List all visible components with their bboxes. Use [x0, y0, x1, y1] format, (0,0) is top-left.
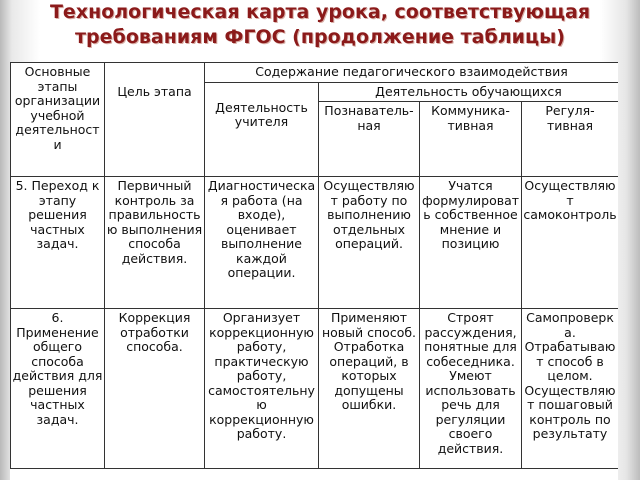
row-communicative: Строят рассуждения, понятные для собеседника. Умеют использовать речь для регуляции своего действия. — [420, 309, 522, 469]
table-row — [11, 177, 619, 309]
header-cognitive: Познаватель-ная — [319, 102, 420, 177]
row-communicative: Учатся формулировать собственное мнение и позицию — [420, 177, 522, 309]
header-students: Деятельность обучающихся — [319, 82, 619, 102]
lesson-technology-table — [10, 62, 618, 469]
title-line-1: Технологическая карта урока, соответствующая — [49, 1, 591, 23]
header-teacher: Деятельность учителя — [205, 82, 319, 177]
row-regulative: Самопроверка. Отрабатывают способ в целом. Осуществляют пошаговый контроль по результату — [522, 309, 619, 469]
row-goal: Коррекция отработки способа. — [105, 309, 205, 469]
row-goal: Первичный контроль за правильностью выполнения способа действия. — [105, 177, 205, 309]
row-stage: 5. Переход к этапу решения частных задач. — [11, 177, 105, 309]
table-row — [11, 309, 619, 469]
page-title — [0, 0, 640, 60]
title-line-2: требованиям ФГОС (продолжение таблицы) — [75, 26, 565, 48]
header-row-top — [11, 63, 619, 83]
header-content: Содержание педагогического взаимодействия — [205, 63, 619, 83]
row-stage: 6. Применение общего способа действия для решения частных задач. — [11, 309, 105, 469]
header-goal: Цель этапа — [105, 63, 205, 177]
header-stages: Основные этапы организации учебной деятельности — [11, 63, 105, 177]
header-regulative: Регуля-тивная — [522, 102, 619, 177]
row-cognitive: Применяют новый способ. Отработка операций, в которых допущены ошибки. — [319, 309, 420, 469]
header-communicative: Коммуника-тивная — [420, 102, 522, 177]
lesson-table-container — [10, 62, 618, 480]
row-teacher: Диагностическая работа (на входе), оценивает выполнение каждой операции. — [205, 177, 319, 309]
row-teacher: Организует коррекционную работу, практическую работу, самостоятельную коррекционную работу. — [205, 309, 319, 469]
row-cognitive: Осуществляют работу по выполнению отдельных операций. — [319, 177, 420, 309]
row-regulative: Осуществляют самоконтроль — [522, 177, 619, 309]
